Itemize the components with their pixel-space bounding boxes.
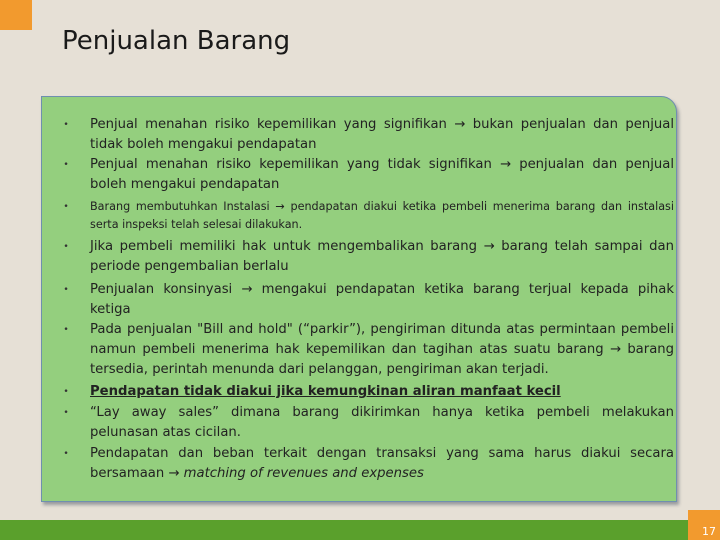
bullet-marker: • bbox=[63, 120, 69, 130]
list-item bbox=[60, 115, 674, 155]
corner-accent bbox=[0, 0, 32, 30]
bullet-marker: • bbox=[63, 325, 69, 335]
page-number: 17 bbox=[688, 510, 720, 540]
list-item-text: Jika pembeli memiliki hak untuk mengembalikan barang → barang telah sampai dan periode pengembalian berlalu bbox=[90, 239, 674, 274]
list-item-text: Penjualan konsinyasi → mengakui pendapatan ketika barang terjual kepada pihak ketiga bbox=[90, 282, 674, 317]
list-item bbox=[60, 155, 674, 195]
list-item-text: Penjual menahan risiko kepemilikan yang signifikan → bukan penjualan dan penjual tidak boleh mengakui pendapatan bbox=[90, 117, 674, 152]
content-box bbox=[41, 96, 677, 502]
bullet-marker: • bbox=[63, 449, 69, 459]
list-item-text: Penjual menahan risiko kepemilikan yang tidak signifikan → penjualan dan penjual boleh mengakui pendapatan bbox=[90, 157, 674, 192]
list-item bbox=[60, 403, 674, 443]
bullet-marker: • bbox=[63, 242, 69, 252]
list-item bbox=[60, 237, 674, 277]
footer-bar bbox=[0, 520, 720, 540]
list-item-text: Barang membutuhkan Instalasi → pendapatan diakui ketika pembeli menerima barang dan instalasi serta inspeksi telah selesai dilakukan. bbox=[90, 200, 674, 231]
list-item-text: Pendapatan tidak diakui jika kemungkinan aliran manfaat kecil bbox=[90, 384, 561, 399]
list-item-text-italic: matching of revenues and expenses bbox=[183, 466, 424, 481]
list-item-text-main: Pendapatan dan beban terkait dengan transaksi yang sama harus diakui secara bersamaan → bbox=[90, 446, 674, 481]
list-item-text: “Lay away sales” dimana barang dikirimkan hanya ketika pembeli melakukan pelunasan atas cicilan. bbox=[90, 405, 674, 440]
bullet-marker: • bbox=[63, 160, 69, 170]
list-item bbox=[60, 320, 674, 380]
bullet-marker: • bbox=[63, 387, 69, 397]
list-item-text: Pada penjualan "Bill and hold" (“parkir”), pengiriman ditunda atas permintaan pembeli namun pembeli menerima hak kepemilikan dan tagihan atas suatu barang → barang tersedia, perintah menunda dari pelanggan, pengiriman akan terjadi. bbox=[90, 322, 674, 377]
list-item bbox=[60, 444, 674, 484]
bullet-marker: • bbox=[63, 202, 69, 212]
slide-title: Penjualan Barang bbox=[62, 26, 291, 56]
bullet-marker: • bbox=[63, 408, 69, 418]
list-item-text bbox=[90, 444, 674, 484]
list-item bbox=[60, 382, 674, 402]
list-item bbox=[60, 280, 674, 320]
bullet-marker: • bbox=[63, 285, 69, 295]
list-item bbox=[60, 198, 674, 234]
